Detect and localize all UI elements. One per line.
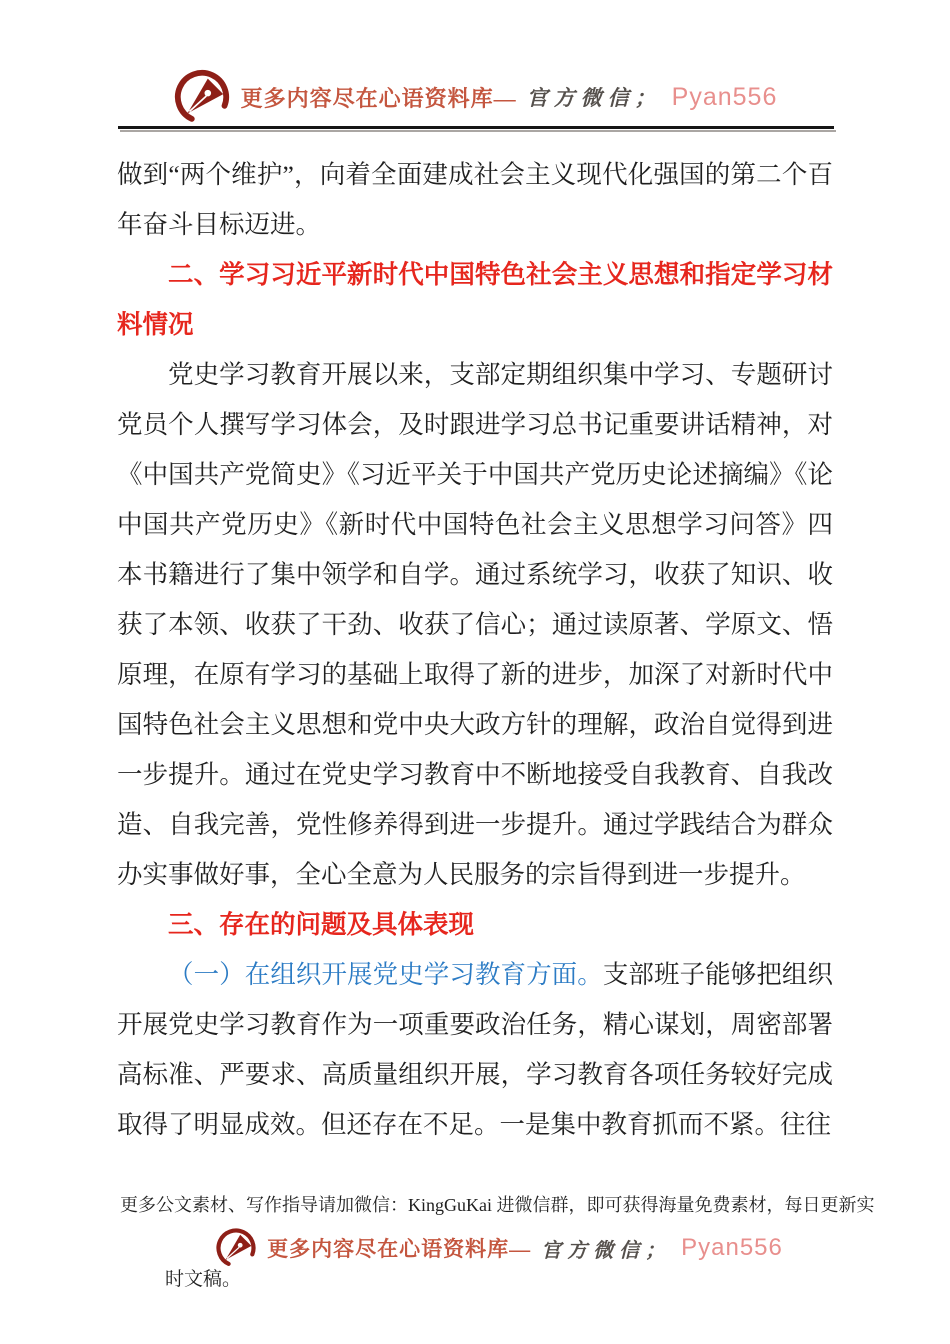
section-heading-2: 二、学习习近平新时代中国特色社会主义思想和指定学习材料情况 [117, 261, 833, 339]
watermark-wechat-label: 官方微信； [526, 86, 662, 110]
pen-nib-logo-icon [173, 68, 231, 126]
document-body [117, 150, 833, 1150]
footer-note-line1: 更多公文素材、写作指导请加微信：KingGuKai 进微信群，即可获得海量免费素材，每日更新实 [120, 1195, 875, 1215]
header-watermark [0, 64, 950, 130]
paragraph-problems-body: 支部班子能够把组织开展党史学习教育作为一项重要政治任务，精心谋划，周密部署高标准、严要求、高质量组织开展，学习教育各项任务较好完成取得了明显成效。但还存在不足。一是集中教育抓而不紧。往往 [117, 960, 833, 1139]
paragraph-problems-lead: （一）在组织开展党史学习教育方面。 [168, 960, 603, 989]
watermark-brand-text: 更多内容尽在心语资料库— [240, 85, 517, 111]
section-heading-3: 三、存在的问题及具体表现 [168, 911, 475, 939]
paragraph-conclusion: 做到“两个维护”，向着全面建成社会主义现代化强国的第二个百年奋斗目标迈进。 [117, 160, 833, 239]
watermark-brand-text: 更多内容尽在心语资料库— [267, 1237, 532, 1261]
watermark-wechat-label: 官方微信； [541, 1239, 672, 1262]
paragraph-problems [117, 950, 833, 1150]
footer-watermark [0, 1222, 950, 1274]
pen-nib-logo-icon [215, 1227, 257, 1269]
watermark-wechat-id: Pyan556 [671, 82, 778, 111]
footer-note-line2: 时文稿。 [165, 1269, 242, 1290]
paragraph-study-summary: 党史学习教育开展以来，支部定期组织集中学习、专题研讨党员个人撰写学习体会，及时跟进学习总书记重要讲话精神，对《中国共产党简史》《习近平关于中国共产党历史论述摘编》《论中国共产党历史》《新时代中国特色社会主义思想学习问答》四本书籍进行了集中领学和自学。通过系统学习，收获了知识、收获了本领、收获了干劲、收获了信心；通过读原著、学原文、悟原理，在原有学习的基础上取得了新的进步，加深了对新时代中国特色社会主义思想和党中央大政方针的理解，政治自觉得到进一步提升。通过在党史学习教育中不断地接受自我教育、自我改造、自我完善，党性修养得到进一步提升。通过学践结合为群众办实事做好事，全心全意为人民服务的宗旨得到进一步提升。 [117, 360, 833, 889]
header-divider-line [118, 126, 834, 129]
watermark-wechat-id: Pyan556 [681, 1234, 783, 1261]
header-divider-shadow-line [120, 130, 836, 132]
